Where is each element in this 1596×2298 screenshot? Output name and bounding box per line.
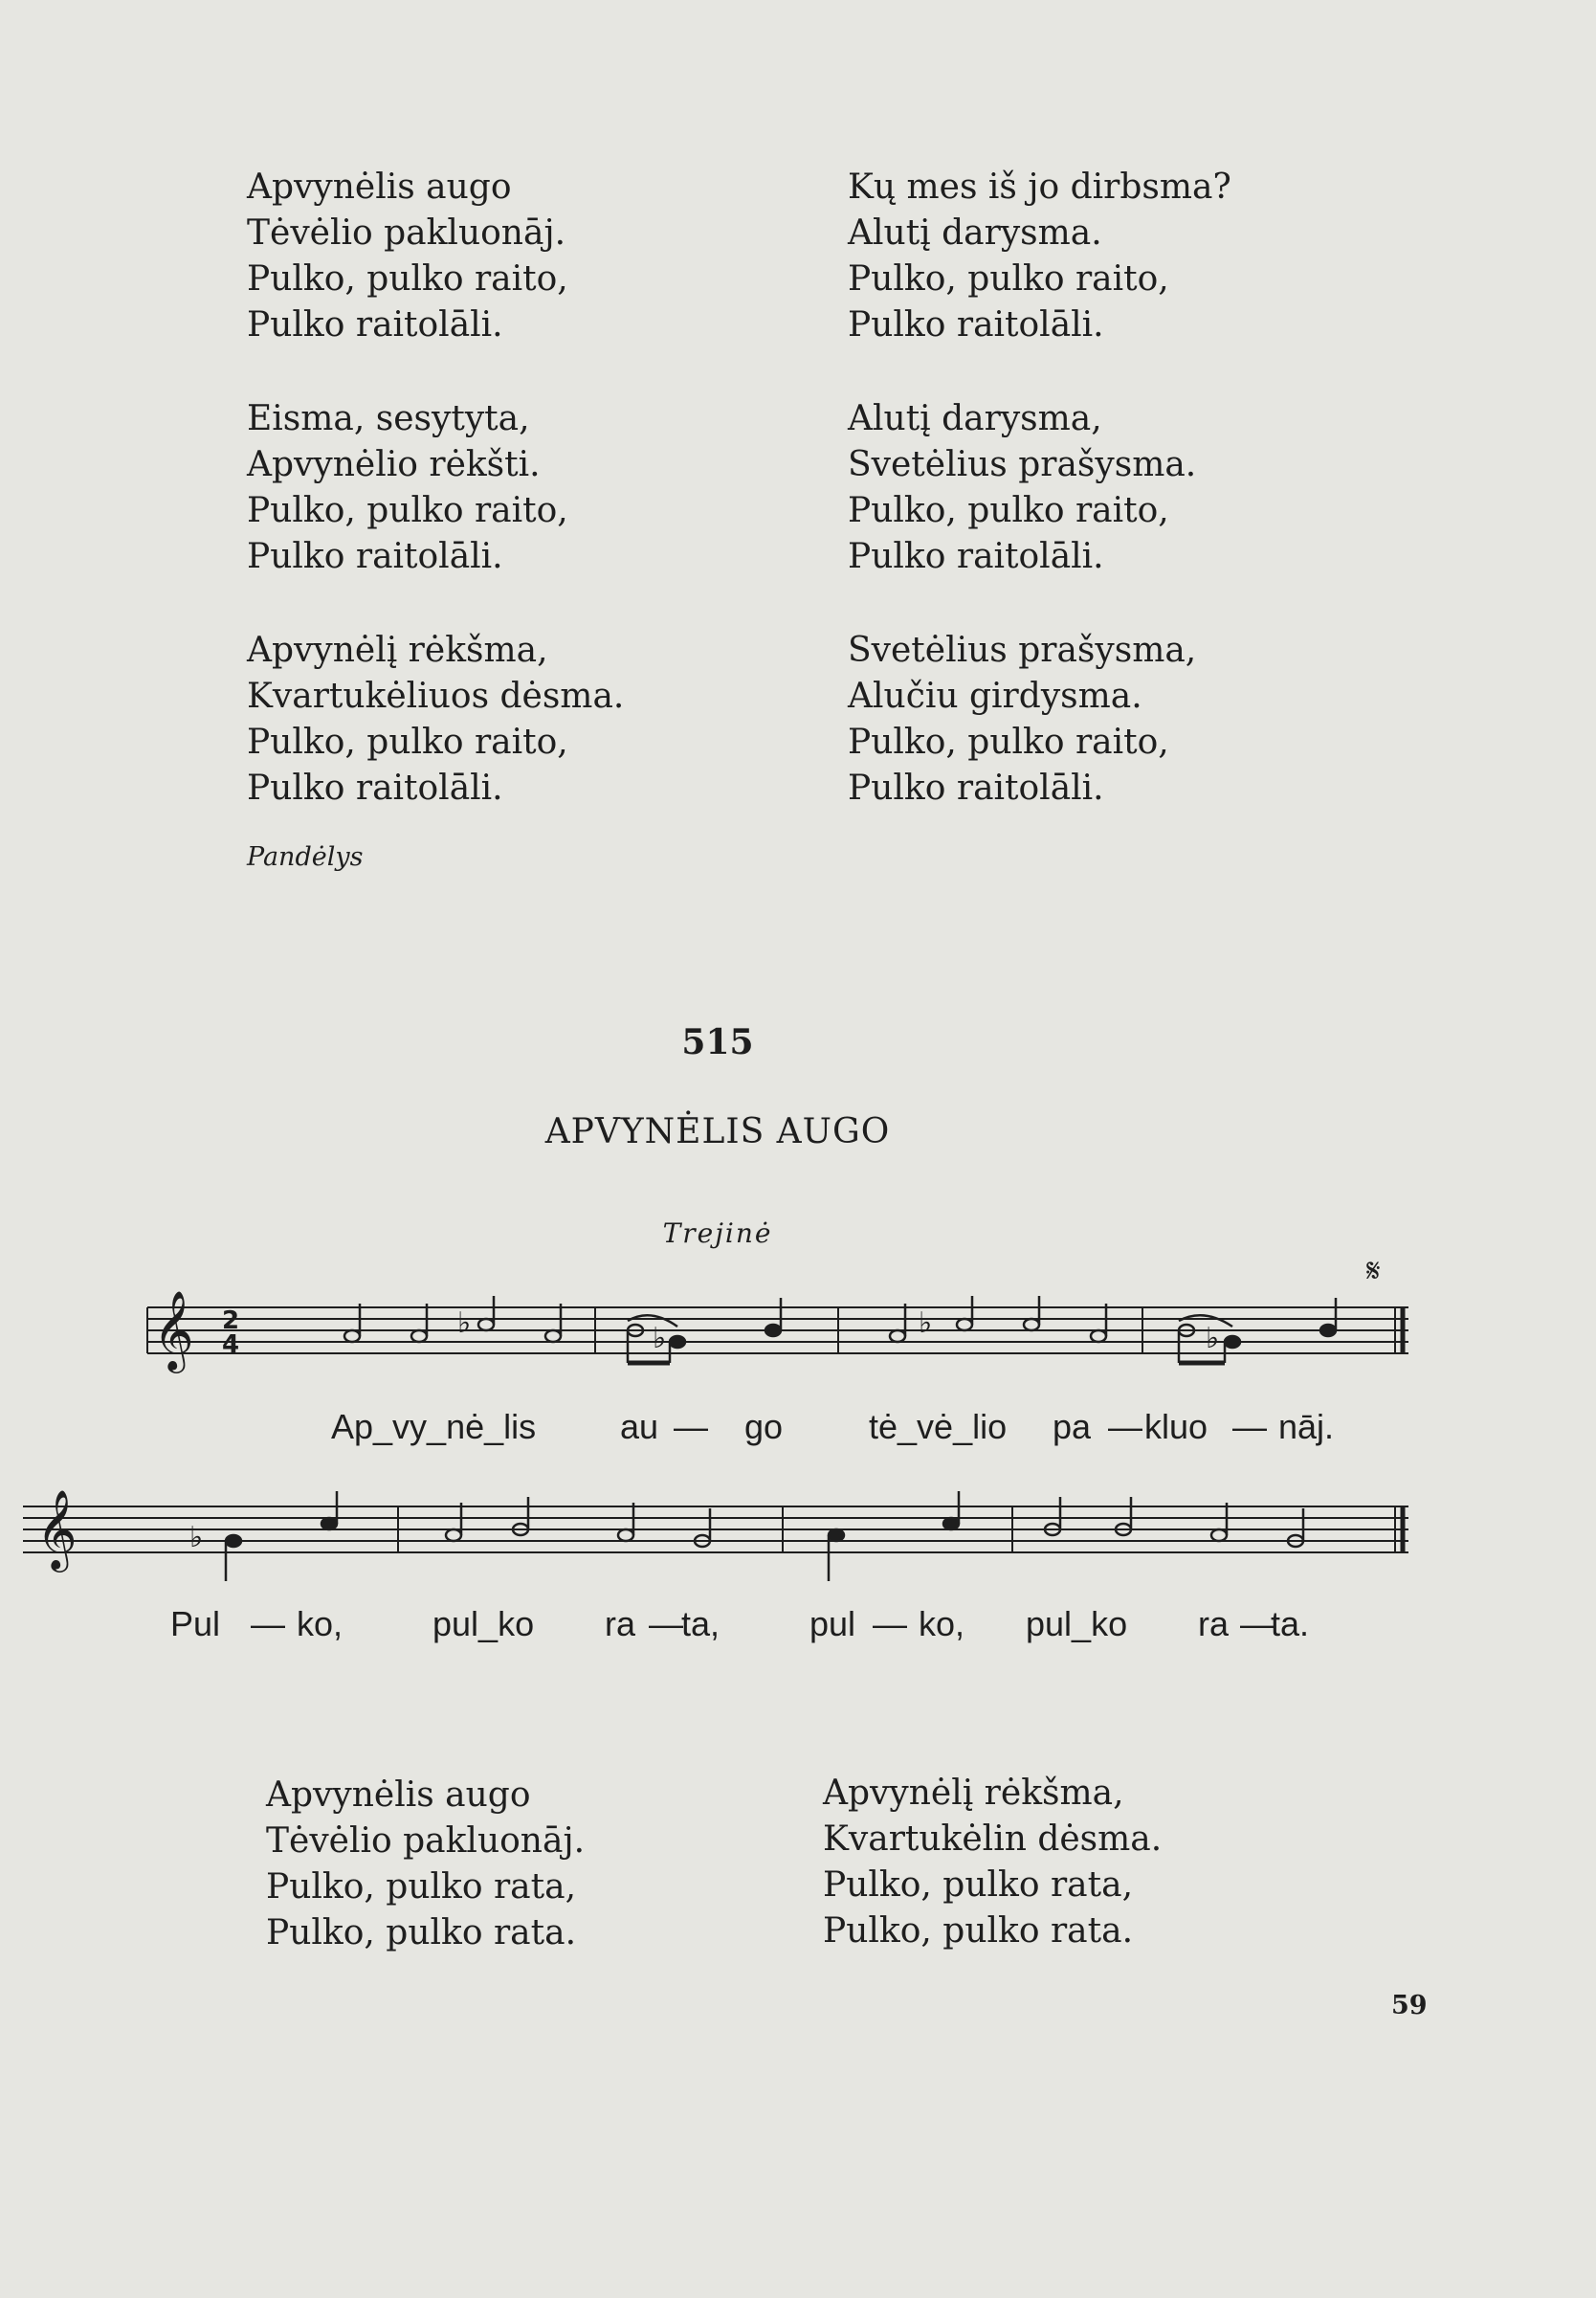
verse-line: Svetėlius prašysma. [848,445,1197,484]
stanza-left-2 [247,396,568,580]
lyric-syllable: ko, [297,1604,344,1643]
lyric-syllable: Ap_vy_nė_lis [331,1407,537,1446]
verse-line: Pulko raitolāli. [848,305,1104,345]
stanza-bottom-left [266,1773,585,1956]
lyric-syllable: ra [605,1604,636,1643]
lyric-syllable: go [744,1407,784,1446]
verse-line: Kvartukėliuos dėsma. [247,677,625,716]
time-signature-top: 2 [222,1306,240,1335]
verse-line: Pulko, pulko raito, [848,259,1169,299]
lyric-syllable: ta, [681,1604,720,1643]
lyric-syllable: — [649,1604,683,1643]
verse-line: Alučiu girdysma. [848,677,1142,716]
lyric-syllable: — [1108,1407,1142,1446]
verse-line: Pulko, pulko rata, [266,1867,577,1907]
lyric-syllable: ta. [1271,1604,1310,1643]
lyric-syllable: kluo [1144,1407,1208,1446]
lyric-syllable: pa [1053,1407,1092,1446]
lyric-syllable: au [620,1407,659,1446]
verse-line: Eisma, sesytyta, [247,399,530,438]
lyric-syllable: ra [1198,1604,1230,1643]
verse-line: Svetėlius prašysma, [848,631,1197,670]
lyric-syllable: pul [809,1604,856,1643]
page-number: 59 [1391,1991,1428,2020]
stanza-left-1 [247,165,568,348]
lyric-syllable: — [873,1604,907,1643]
stanza-right-1 [848,165,1231,348]
lyric-syllable: Pul [170,1604,221,1643]
lyric-syllable: — [1232,1407,1267,1446]
stanza-bottom-right [823,1771,1162,1954]
verse-line: Pulko, pulko raito, [848,723,1169,762]
time-signature-bottom: 4 [222,1330,240,1359]
verse-line: Apvynėlio rėkšti. [247,445,541,484]
verse-line: Pulko raitolāli. [247,305,503,345]
flat-sign-icon: ♭ [189,1521,204,1554]
verse-line: Apvynėlį rėkšma, [823,1774,1124,1813]
verse-line: Pulko raitolāli. [848,769,1104,808]
lyric-syllable: nāj. [1278,1407,1335,1446]
meter-label: Trejinė [662,1217,773,1249]
verse-line: Alutį darysma. [848,213,1102,253]
verse-line: Apvynėlis augo [266,1775,531,1815]
svg-text:♭: ♭ [653,1322,667,1355]
verse-line: Pulko raitolāli. [247,537,503,576]
svg-text:♭: ♭ [457,1306,472,1340]
verse-line: Pulko, pulko rata. [266,1913,577,1952]
verse-line: Pulko raitolāli. [848,537,1104,576]
stanza-right-2 [848,396,1196,580]
notes [226,1491,1303,1581]
verse-line: Apvynėlį rėkšma, [247,631,548,670]
music-staff-1 [142,1283,1414,1397]
music-staff-2 [23,1482,1414,1596]
lyric-syllable: tė_vė_lio [869,1407,1008,1446]
verse-line: Apvynėlis augo [247,167,512,207]
song-title: APVYNĖLIS AUGO [544,1112,891,1151]
verse-line: Tėvėlio pakluonāj. [247,213,566,253]
verse-line: Pulko, pulko raito, [848,491,1169,530]
lyric-syllable: — [251,1604,285,1643]
verse-line: Tėvėlio pakluonāj. [266,1821,586,1861]
lyric-syllable: pul_ko [1026,1604,1128,1643]
verse-line: Pulko, pulko raito, [247,491,568,530]
verse-line: Pulko, pulko raito, [247,259,568,299]
lyric-syllable: — [674,1407,708,1446]
song-number: 515 [681,1022,754,1062]
verse-line: Alutį darysma, [848,399,1102,438]
verse-line: Pulko, pulko rata, [823,1865,1134,1905]
verse-line: Kų mes iš jo dirbsma? [848,167,1231,207]
place-attribution: Pandėlys [247,842,364,872]
stanza-left-3 [247,628,624,812]
lyric-syllable: pul_ko [432,1604,535,1643]
stanza-right-3 [848,628,1196,812]
verse-line: Pulko raitolāli. [247,769,503,808]
svg-text:♭: ♭ [1206,1322,1220,1355]
lyric-syllable: — [1240,1604,1275,1643]
verse-line: Pulko, pulko rata. [823,1911,1134,1951]
treble-clef-icon: 𝄞 [153,1289,194,1370]
svg-text:♭: ♭ [919,1306,933,1340]
lyric-syllable: ko, [919,1604,965,1643]
segno-sign: 𝄋 [1366,1252,1381,1290]
verse-line: Pulko, pulko raito, [247,723,568,762]
treble-clef-icon: 𝄞 [36,1488,78,1569]
verse-line: Kvartukėlin dėsma. [823,1819,1163,1859]
